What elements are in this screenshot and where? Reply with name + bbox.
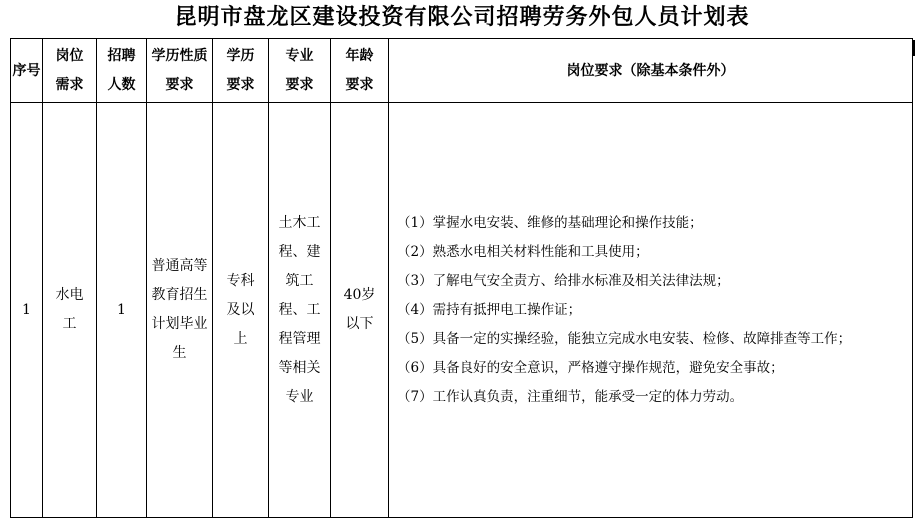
cell-seq: 1 — [11, 103, 43, 518]
cell-position: 水电工 — [43, 103, 97, 518]
header-row — [11, 39, 913, 103]
cell-edu-type: 普通高等教育招生计划毕业生 — [147, 103, 213, 518]
list-item: （3）了解电气安全责方、给排水标准及相关法律法规； — [397, 272, 730, 289]
header-requirements: 岗位要求（除基本条件外） — [389, 39, 913, 103]
cell-requirements — [389, 103, 913, 518]
header-age: 年龄要求 — [331, 39, 389, 103]
page-title: 昆明市盘龙区建设投资有限公司招聘劳务外包人员计划表 — [174, 5, 750, 30]
table-row — [11, 103, 913, 518]
list-item: （7）工作认真负责，注重细节，能承受一定的体力劳动。 — [397, 388, 744, 405]
list-item: （6）具备良好的安全意识，严格遵守操作规范，避免安全事故； — [397, 359, 784, 376]
recruitment-plan-table — [10, 38, 913, 518]
list-item: （2）熟悉水电相关材料性能和工具使用； — [397, 243, 649, 260]
cell-count: 1 — [97, 103, 147, 518]
list-item: （1）掌握水电安装、维修的基础理论和操作技能； — [397, 214, 703, 231]
header-seq: 序号 — [11, 39, 43, 103]
header-position: 岗位需求 — [43, 39, 97, 103]
cell-major: 土木工程、建筑工程、工程管理等相关专业 — [269, 103, 331, 518]
header-edu: 学历要求 — [213, 39, 269, 103]
requirements-list — [389, 209, 912, 412]
cell-edu: 专科及以上 — [213, 103, 269, 518]
list-item: （4）需持有抵押电工操作证； — [397, 301, 582, 318]
cell-age: 40岁以下 — [331, 103, 389, 518]
list-item: （5）具备一定的实操经验，能独立完成水电安装、检修、故障排查等工作； — [397, 330, 852, 347]
header-count: 招聘人数 — [97, 39, 147, 103]
header-major: 专业要求 — [269, 39, 331, 103]
header-edu-type: 学历性质要求 — [147, 39, 213, 103]
